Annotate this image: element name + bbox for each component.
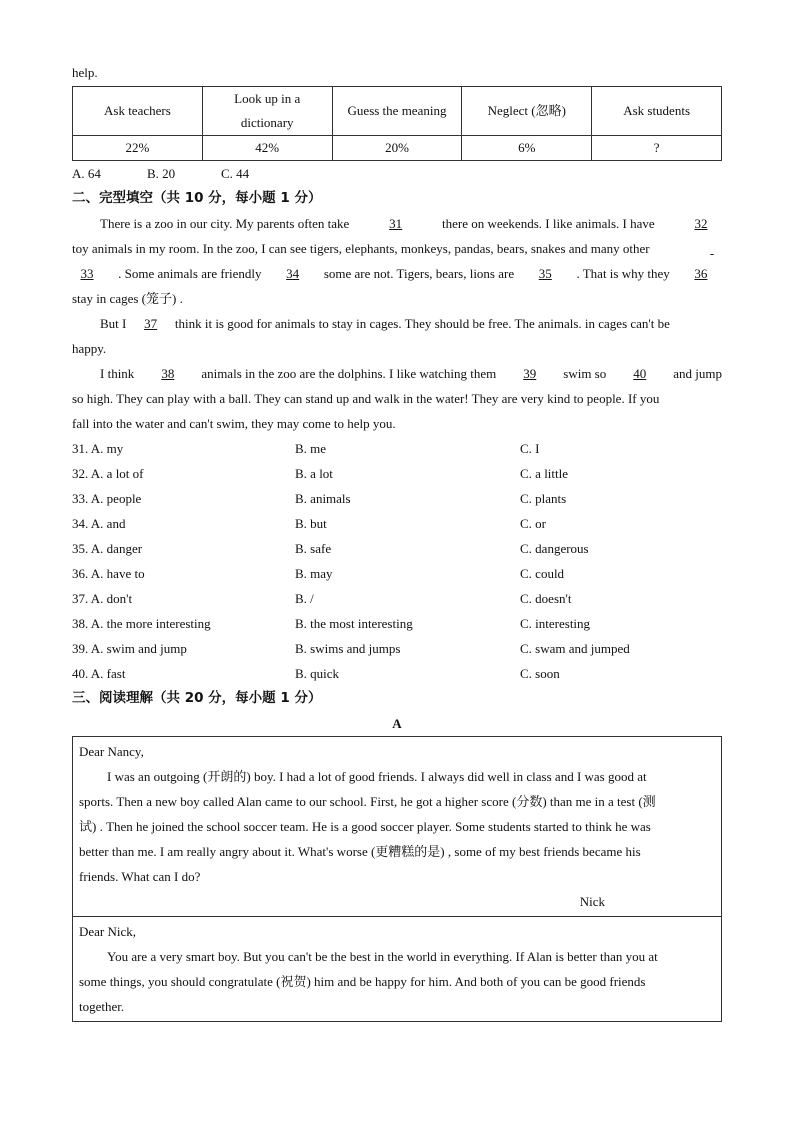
blank-37: 37: [144, 316, 158, 331]
exam-page: [72, 62, 722, 1022]
option-a: 40. A. fast: [72, 666, 126, 681]
letter-line: You are a very smart boy. But you can't be the best in the world in everything. If Alan is better than you at: [107, 949, 658, 964]
passage-text: There is a zoo in our city. My parents often take: [100, 216, 350, 231]
intro-tail: help.: [72, 65, 98, 80]
option-b: B. safe: [295, 541, 332, 556]
prev-question-options: [72, 161, 722, 186]
letter-greeting: Dear Nick,: [79, 924, 137, 939]
survey-value-cell: 22%: [73, 136, 203, 161]
survey-value-row: [73, 136, 722, 161]
option-c: C. doesn't: [520, 591, 572, 606]
option-b: B. may: [295, 566, 333, 581]
question-row: [72, 536, 722, 561]
letter-line: some things, you should congratulate (祝贺) him and be happy for him. And both of you can be good friends: [79, 974, 646, 989]
option-a: 37. A. don't: [72, 591, 133, 606]
option-a: 31. A. my: [72, 441, 124, 456]
passage-line: fall into the water and can't swim, they may come to help you.: [72, 416, 396, 431]
blank-36: 36: [694, 266, 708, 281]
letter-line: friends. What can I do?: [79, 869, 201, 884]
question-row: [72, 486, 722, 511]
passage-line: [72, 211, 722, 236]
passage-line: stay in cages (笼子) .: [72, 291, 183, 306]
passage-text: . That is why they: [576, 266, 670, 281]
option-a: 32. A. a lot of: [72, 466, 144, 481]
survey-value-cell: 42%: [202, 136, 332, 161]
passage-line: [72, 261, 722, 286]
blank-38: 38: [161, 366, 175, 381]
question-row: [72, 561, 722, 586]
question-row: [72, 661, 722, 686]
blank-31: 31: [389, 216, 403, 231]
passage-line: [72, 361, 722, 386]
blank-33: 33: [80, 266, 94, 281]
letter-line: better than me. I am really angry about it. What's worse (更糟糕的是) , some of my best friends became his: [79, 844, 641, 859]
option-c: C. plants: [520, 491, 567, 506]
passage-text: . Some animals are friendly: [118, 266, 262, 281]
option-b: B. /: [295, 591, 314, 606]
option-a: 33. A. people: [72, 491, 142, 506]
survey-value-cell: 20%: [332, 136, 462, 161]
passage-text: But I: [100, 316, 127, 331]
option-a: 39. A. swim and jump: [72, 641, 187, 656]
option-a: 38. A. the more interesting: [72, 616, 211, 631]
question-row: [72, 436, 722, 461]
option-b: B. animals: [295, 491, 351, 506]
option-b: B. swims and jumps: [295, 641, 401, 656]
option-c: C. or: [520, 516, 546, 531]
survey-value-cell: 6%: [462, 136, 592, 161]
option-a: 36. A. have to: [72, 566, 145, 581]
option-c: C. soon: [520, 666, 560, 681]
survey-header-cell: Guess the meaning: [332, 87, 462, 136]
survey-header-cell: Ask teachers: [73, 87, 203, 136]
survey-header-cell: Ask students: [592, 87, 722, 136]
option-b: B. the most interesting: [295, 616, 413, 631]
option-b: B. me: [295, 441, 327, 456]
option-c: C. I: [520, 441, 540, 456]
option-a: 35. A. danger: [72, 541, 143, 556]
option-c: C. a little: [520, 466, 569, 481]
option-b: B. a lot: [295, 466, 333, 481]
letter-line: 试) . Then he joined the school soccer team. He is a good soccer player. Some students started to think he was: [79, 819, 651, 834]
option-b: B. quick: [295, 666, 340, 681]
option-a: 34. A. and: [72, 516, 126, 531]
letter-to-nancy: [73, 737, 721, 916]
letter-line: sports. Then a new boy called Alan came to our school. First, he got a higher score (分数) than me in a test (测: [79, 794, 656, 809]
letter-line: together.: [79, 999, 125, 1014]
survey-header-row: [73, 87, 722, 136]
letters-box: [72, 736, 722, 1022]
passage-line: [72, 236, 722, 261]
passage-line: so high. They can play with a ball. They can stand up and walk in the water! They are very kind to people. If you: [72, 391, 660, 406]
cloze-questions: [72, 436, 722, 686]
option-c: C. could: [520, 566, 565, 581]
survey-header-cell: Look up in a dictionary: [202, 87, 332, 136]
option-c: C. swam and jumped: [520, 641, 630, 656]
cloze-heading: 二、完型填空（共 10 分，每小题 1 分）: [72, 190, 322, 206]
passage-line: [72, 311, 722, 336]
blank-32: 32: [694, 216, 708, 231]
question-row: [72, 461, 722, 486]
option-c: C. 44: [221, 166, 250, 181]
option-a: A. 64: [72, 166, 101, 181]
cloze-passage: [72, 211, 722, 436]
passage-text: and jump: [673, 366, 722, 381]
passage-text: there on weekends. I like animals. I have: [442, 216, 655, 231]
letter-line: I was an outgoing (开朗的) boy. I had a lot of good friends. I always did well in class and I was good at: [107, 769, 647, 784]
survey-value-cell: ?: [592, 136, 722, 161]
blank-35: 35: [538, 266, 552, 281]
reading-heading: 三、阅读理解（共 20 分，每小题 1 分）: [72, 690, 322, 706]
passage-text: I think: [100, 366, 135, 381]
blank-34: 34: [286, 266, 300, 281]
option-c: C. dangerous: [520, 541, 589, 556]
passage-text: toy animals in my room. In the zoo, I can see tigers, elephants, monkeys, pandas, bears, snakes and many other: [72, 241, 650, 256]
passage-text: think it is good for animals to stay in cages. They should be free. The animals. in cages can't be: [174, 316, 670, 331]
letter-signature: Nick: [579, 894, 605, 909]
survey-header-cell: Neglect (忽略): [462, 87, 592, 136]
option-b: B. 20: [147, 166, 176, 181]
option-b: B. but: [295, 516, 327, 531]
passage-text: some are not. Tigers, bears, lions are: [323, 266, 515, 281]
blank-40: 40: [633, 366, 647, 381]
passage-text: swim so: [563, 366, 607, 381]
passage-line: happy.: [72, 341, 107, 356]
blank-33-start: [702, 236, 722, 261]
survey-table: [72, 86, 722, 161]
passage-text: animals in the zoo are the dolphins. I like watching them: [201, 366, 497, 381]
letter-to-nick: [73, 916, 721, 1021]
passage-label: A: [392, 716, 402, 731]
letter-greeting: Dear Nancy,: [79, 744, 144, 759]
option-c: C. interesting: [520, 616, 591, 631]
question-row: [72, 511, 722, 536]
question-row: [72, 611, 722, 636]
blank-39: 39: [523, 366, 537, 381]
question-row: [72, 636, 722, 661]
question-row: [72, 586, 722, 611]
